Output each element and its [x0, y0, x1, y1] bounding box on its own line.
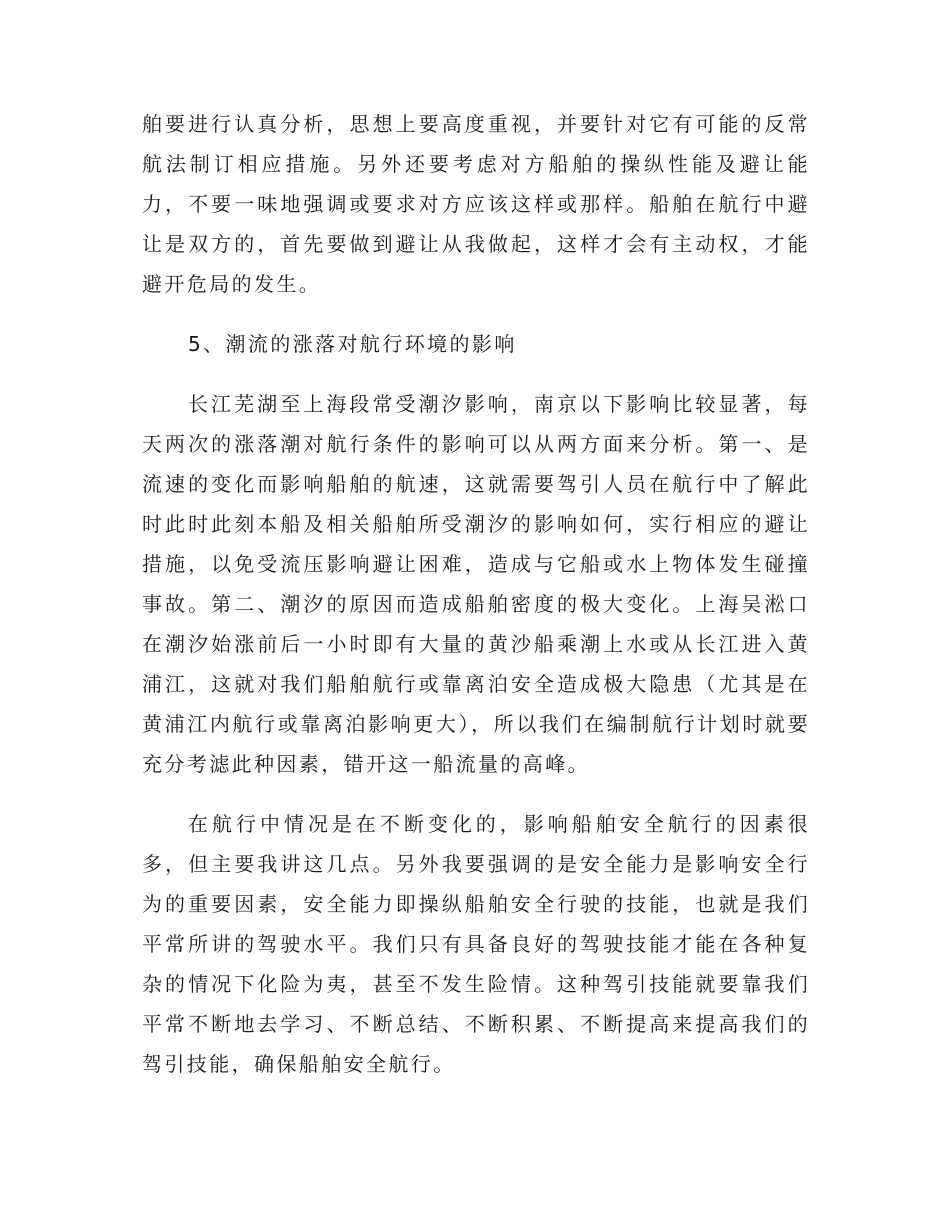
- paragraph-tidal-influence: 长江芜湖至上海段常受潮汐影响，南京以下影响比较显著，每天两次的涨落潮对航行条件的影响可以从两方面来分析。第一、是流速的变化而影响船舶的航速，这就需要驾引人员在航行中了解此时此时此刻本船及相关船舶所受潮汐的影响如何，实行相应的避让措施，以免受流压影响避让困难，造成与它船或水上物体发生碰撞事故。第二、潮汐的原因而造成船舶密度的极大变化。上海吴淞口在潮汐始涨前后一小时即有大量的黄沙船乘潮上水或从长江进入黄浦江，这就对我们船舶航行或靠离泊安全造成极大隐患（尤其是在黄浦江内航行或靠离泊影响更大），所以我们在编制航行计划时就要充分考滤此种因素，错开这一船流量的高峰。: [142, 392, 810, 776]
- document-page: [142, 104, 810, 1104]
- paragraph-conclusion: 在航行中情况是在不断变化的，影响船舶安全航行的因素很多，但主要我讲这几点。另外我要强调的是安全能力是影响安全行为的重要因素，安全能力即操纵船舶安全行驶的技能，也就是我们平常所讲的驾驶水平。我们只有具备良好的驾驶技能才能在各种复杂的情况下化险为夷，甚至不发生险情。这种驾引技能就要靠我们平常不断地去学习、不断总结、不断积累、不断提高来提高我们的驾引技能，确保船舶安全航行。: [142, 812, 810, 1076]
- section-heading: 5、潮流的涨落对航行环境的影响: [188, 332, 517, 356]
- paragraph-continuation: 舶要进行认真分析，思想上要高度重视，并要针对它有可能的反常航法制订相应措施。另外还要考虑对方船舶的操纵性能及避让能力，不要一味地强调或要求对方应该这样或那样。船舶在航行中避让是双方的，首先要做到避让从我做起，这样才会有主动权，才能避开危局的发生。: [142, 112, 810, 296]
